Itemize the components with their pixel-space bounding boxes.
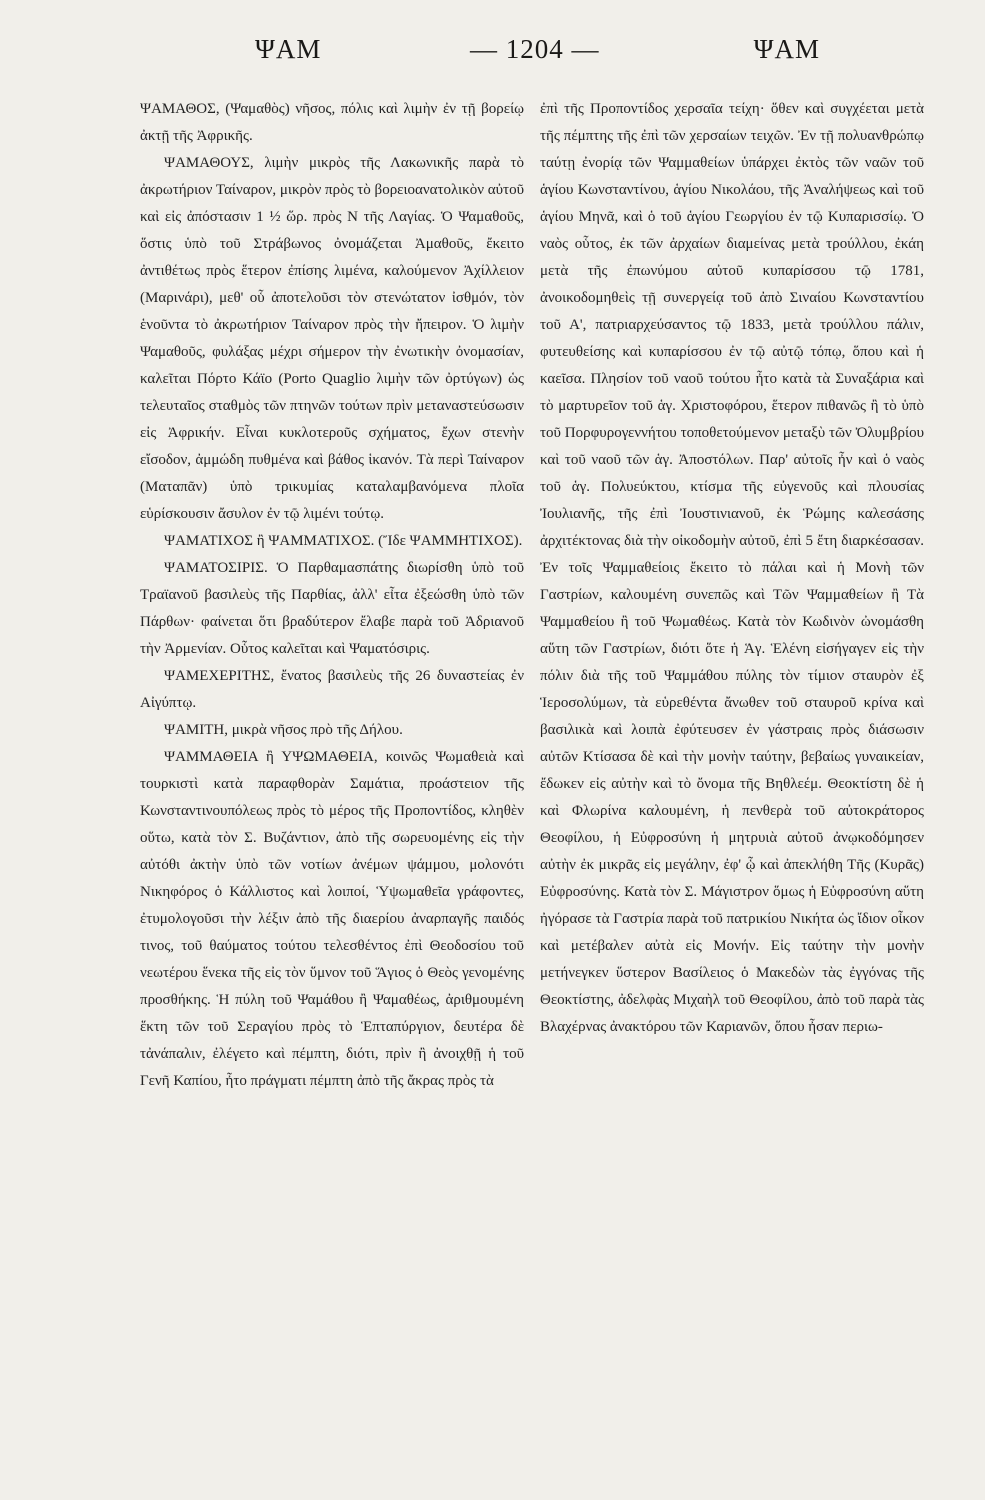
entry-psammatheia-continued: ἐπὶ τῆς Προποντίδος χερσαῖα τείχη· ὅθεν καὶ συγχέεται μετὰ τῆς πέμπτης τῆς ἐπὶ τῶν χερσαίων τειχῶν. Ἐν τῇ πολυανθρώπῳ ταύτῃ ἐνορίᾳ τῶν Ψαμμαθείων ὑπάρχει ἐκτὸς τῶν ναῶν τοῦ ἁγίου Κωνσταντίνου, ἁγίου Νικολάου, τῆς Ἀναλήψεως καὶ τοῦ ἁγίου Μηνᾶ, καὶ ὁ τοῦ ἁγίου Γεωργίου ἐν τῷ Κυπαρισσίῳ. Ὁ ναὸς οὗτος, ἐκ τῶν ἀρχαίων διαμείνας μετὰ τρούλλου, ἐκάη μετὰ τῆς ἐπωνύμου αὐτοῦ κυπαρίσσου τῷ 1781, ἀνοικοδομηθεὶς τῇ συνεργείᾳ τοῦ ἀπὸ Σιναίου Κωνσταντίου τοῦ Α', πατριαρχεύσαντος τῷ 1833, μετὰ τρούλλου πάλιν, φυτευθείσης καὶ κυπαρίσσου ἐν τῷ αὐτῷ τόπῳ, ὅπου καὶ ἡ καεῖσα. Πλησίον τοῦ ναοῦ τούτου ἦτο κατὰ τὰ Συναξάρια καὶ τὸ μαρτυρεῖον τοῦ ἁγ. Χριστοφόρου, ἕτερον πιθανῶς ἢ τὸ ὑπὸ τοῦ Πορφυρογεννήτου τοποθετούμενον μεταξὺ τῶν Ὀλυμβρίου καὶ τοῦ ναοῦ τῶν ἁγ. Ἀποστόλων. Παρ' αὐτοῖς ἦν καὶ ὁ ναὸς τοῦ ἁγ. Πολυεύκτου, κτίσμα τῆς εὐγενοῦς καὶ πλουσίας Ἰουλιανῆς, τῆς ἐπὶ Ἰουστινιανοῦ, ἐκ Ῥώμης καλεσάσης ἀρχιτέκτονας διὰ τὴν οἰκοδομὴν αὐτοῦ, ἐπὶ 5 ἔτη διαρκέσασαν. Ἐν τοῖς Ψαμμαθείοις ἔκειτο τὸ πάλαι καὶ ἡ Μονὴ τῶν Γαστρίων, καλουμένη συνεπῶς καὶ Τῶν Ψαμμαθείων ἢ Τὰ Ψαμμαθείου ἢ τοῦ Ψωμαθέως. Κατὰ τὸν Κωδινὸν ὠνομάσθη αὕτη τῶν Γαστρίων, διότι ὅτε ἡ Ἁγ. Ἑλένη εἰσήγαγεν εἰς τὴν πόλιν διὰ τῆς τοῦ Ψαμμάθου πύλης τὸν τίμιον σταυρὸν ἐξ Ἱεροσολύμων, τὰ εὑρεθέντα ἄνωθεν τοῦ σταυροῦ κρίνα καὶ βασιλικὰ καὶ λοιπὰ ἐφύτευσεν ἐν γάστραις πρὸς διάσωσιν αὐτῶν Κτίσασα δὲ καὶ τὴν μονὴν ταύτην, βεβαίως γυναικείαν, ἔδωκεν εἰς αὐτὴν καὶ τὸ ὄνομα τῆς Βηθλεέμ. Θεοκτίστη δὲ ἡ καὶ Φλωρίνα καλουμένη, ἡ πενθερὰ τοῦ αὐτοκράτορος Θεοφίλου, ἡ Εὐφροσύνη ἡ μητρυιὰ αὐτοῦ ἀνῳκοδόμησεν αὐτὴν ἐκ μικρᾶς εἰς μεγάλην, ἐφ' ᾧ καὶ ἀπεκλήθη Τῆς (Κυρᾶς) Εὐφροσύνης. Κατὰ τὸν Σ. Μάγιστρον ὅμως ἡ Εὐφροσύνη αὕτη ἠγόρασε τὰ Γαστρία παρὰ τοῦ πατρικίου Νικήτα ὡς ἴδιον οἶκον καὶ μετέβαλεν αὐτὰ εἰς Μονήν. Εἰς ταύτην τὴν μονὴν μετήνεγκεν ὕστερον Βασίλειος ὁ Μακεδὼν τὰς ἐγγόνας τῆς Θεοκτίστης, ἀδελφὰς Μιχαὴλ τοῦ Θεοφίλου, ἀπὸ τοῦ παρὰ τὰς Βλαχέρνας ἀνακτόρου τῶν Καριανῶν, ὅπου ἦσαν περιω- — [540, 101, 924, 1035]
left-column — [140, 96, 524, 1095]
page-number: — 1204 — — [470, 34, 600, 64]
running-header — [140, 34, 840, 84]
entry-psamecherites: ΨΑΜΕΧΕΡΙΤΗΣ, ἔνατος βασιλεὺς τῆς 26 δυναστείας ἐν Αἰγύπτῳ. — [140, 668, 524, 711]
right-column — [540, 96, 924, 1041]
entry-psamite: ΨΑΜΙΤΗ, μικρὰ νῆσος πρὸ τῆς Δήλου. — [164, 722, 403, 738]
entry-psammatheia: ΨΑΜΜΑΘΕΙΑ ἢ ΥΨΩΜΑΘΕΙΑ, κοινῶς Ψωμαθειὰ καὶ τουρκιστὶ κατὰ παραφθορὰν Σαμάτια, προάστειον τῆς Κωνσταντινουπόλεως πρὸς τὸ μέρος τῆς Προποντίδος, κληθὲν οὕτω, κατὰ τὸν Σ. Βυζάντιον, ἀπὸ τῆς σωρευομένης εἰς τὴν αὐτόθι ἀκτὴν ὑπὸ τῶν νοτίων ἀνέμων ψάμμου, μολονότι Νικηφόρος ὁ Κάλλιστος καὶ λοιποί, Ὑψωμαθεῖα γράφοντες, ἐτυμολογοῦσι τὴν λέξιν ἀπὸ τῆς διαερίου ἀναρπαγῆς παιδός τινος, τοῦ θαύματος τούτου τελεσθέντος ἐπὶ Θεοδοσίου τοῦ νεωτέρου ἕνεκα τῆς εἰς τὸν ὕμνον τοῦ Ἅγιος ὁ Θεὸς γενομένης προσθήκης. Ἡ πύλη τοῦ Ψαμάθου ἢ Ψαμαθέως, ἀριθμουμένη ἕκτη τῶν τοῦ Σεραγίου πρὸς τὸ Ἑπταπύργιον, δευτέρα δὲ τἀνάπαλιν, ἐλέγετο καὶ πέμπτη, διότι, πρὶν ἢ ἀνοιχθῇ ἡ τοῦ Γενῆ Καπίου, ἦτο πράγματι πέμπτη ἀπὸ τῆς ἄκρας πρὸς τὰ — [140, 749, 524, 1089]
entry-psamathous: ΨΑΜΑΘΟΥΣ, λιμὴν μικρὸς τῆς Λακωνικῆς παρὰ τὸ ἀκρωτήριον Ταίναρον, μικρὸν πρὸς τὸ βορειοανατολικὸν αὐτοῦ καὶ εἰς ἀπόστασιν 1 ½ ὥρ. πρὸς Ν τῆς Λαγίας. Ὁ Ψαμαθοῦς, ὅστις ὑπὸ τοῦ Στράβωνος ὀνομάζεται Ἀμαθοῦς, ἔκειτο ἀντιθέτως πρὸς ἕτερον ἐπίσης λιμένα, καλούμενον Ἀχίλλειον (Μαρινάρι), μεθ' οὗ ἀποτελοῦσι τὸν στενώτατον ἰσθμόν, τὸν ἑνοῦντα τὸ ἀκρωτήριον Ταίναρον πρὸς τὴν ἤπειρον. Ὁ λιμὴν Ψαμαθοῦς, φυλάξας μέχρι σήμερον τὴν ἐνωτικὴν ὀνομασίαν, καλεῖται Πόρτο Κάϊο (Porto Quaglio λιμὴν τῶν ὀρτύγων) ὡς τελευταῖος σταθμὸς τῶν πτηνῶν τούτων πρὶν μεταναστεύσωσιν εἰς Ἀφρικήν. Εἶναι κυκλοτεροῦς σχήματος, ἔχων στενὴν εἴσοδον, ἀμμώδη πυθμένα καὶ βάθος ἱκανόν. Τὰ περὶ Ταίναρον (Ματαπᾶν) ὑπὸ τρικυμίας καταλαμβανόμενα πλοῖα εὑρίσκουσιν ἄσυλον ἐν τῷ λιμένι τούτῳ. — [140, 155, 524, 522]
header-right-guideword: ΨΑΜ — [753, 34, 820, 64]
entry-psamatosiris: ΨΑΜΑΤΟΣΙΡΙΣ. Ὁ Παρθαμασπάτης διωρίσθη ὑπὸ τοῦ Τραϊανοῦ βασιλεὺς τῆς Παρθίας, ἀλλ' εἶτα ἐξεώσθη ὑπὸ τῶν Πάρθων· φαίνεται ὅτι βραδύτερον ἔλαβε παρὰ τοῦ Ἀδριανοῦ τὴν Ἀρμενίαν. Οὗτος καλεῖται καὶ Ψαματόσιρις. — [140, 560, 524, 657]
header-left-guideword: ΨΑΜ — [255, 34, 322, 64]
entry-psamathos: ΨΑΜΑΘΟΣ, (Ψαμαθὸς) νῆσος, πόλις καὶ λιμὴν ἐν τῇ βορείῳ ἀκτῇ τῆς Ἀφρικῆς. — [140, 101, 524, 144]
entry-psamatichos: ΨΑΜΑΤΙΧΟΣ ἢ ΨΑΜΜΑΤΙΧΟΣ. (Ἴδε ΨΑΜΜΗΤΙΧΟΣ). — [164, 533, 523, 549]
